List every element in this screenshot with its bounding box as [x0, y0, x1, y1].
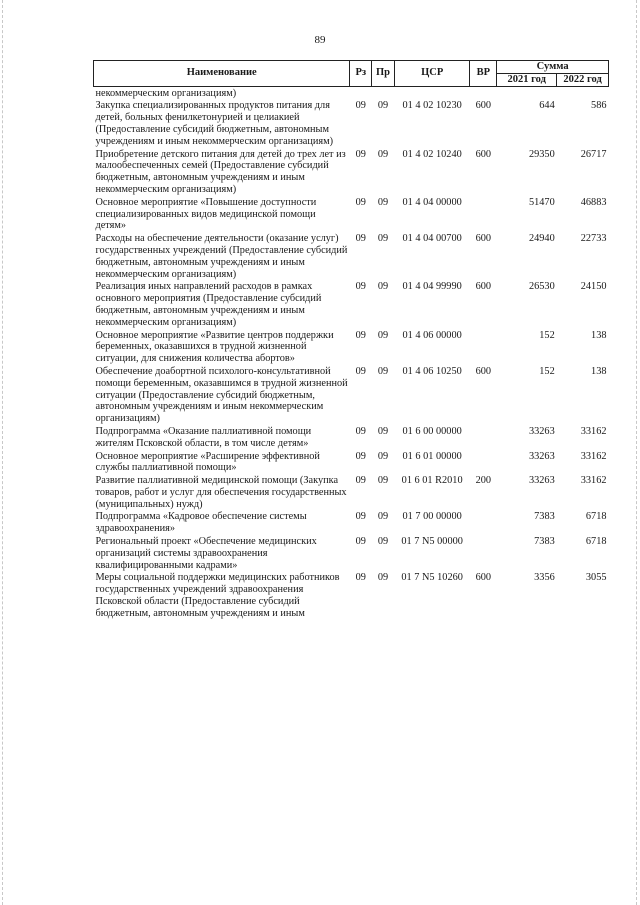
table-row: [94, 99, 609, 147]
row-vr-cell: [470, 425, 497, 450]
row-2021-cell: 26530: [528, 281, 555, 293]
row-name-cell: Региональный проект «Обеспечение медицинских организаций системы здравоохранения квалифицированными кадрами»: [95, 536, 317, 571]
row-csr-cell: 01 4 06 10250: [402, 365, 462, 377]
row-rz-cell: 09: [355, 329, 366, 341]
row-2021-cell: 33263: [528, 475, 555, 487]
row-rz-cell: 09: [355, 475, 366, 487]
row-2021-cell: 24940: [528, 233, 555, 245]
row-vr-cell: [470, 510, 497, 535]
row-2021-cell: 644: [539, 100, 555, 112]
row-rz-cell: [350, 86, 372, 99]
table-row: [94, 232, 609, 280]
row-2022-cell: 46883: [580, 196, 607, 208]
table-row: [94, 450, 609, 475]
table-row: [94, 510, 609, 535]
row-2021-cell: 152: [539, 329, 555, 341]
row-name-cell: Подпрограмма «Кадровое обеспечение системы здравоохранения»: [95, 511, 307, 535]
row-2022-cell: 6718: [585, 536, 607, 548]
table-row: [94, 86, 609, 99]
row-csr-cell: [394, 86, 469, 99]
row-rz-cell: 09: [355, 100, 366, 112]
row-pr-cell: 09: [377, 475, 389, 487]
header-pr: Пр: [372, 61, 395, 87]
header-2022: 2022 год: [557, 73, 609, 86]
row-name-cell: Меры социальной поддержки медицинских работников государственных учреждений здравоохранения Псковской области (Предоставление субсидий бюджетным, автономным учреждениям и иным: [95, 572, 340, 619]
table-body: [94, 86, 609, 620]
table-row: [94, 535, 609, 571]
row-vr-cell: 200: [475, 475, 492, 487]
table-row: [94, 148, 609, 196]
row-name-cell: Приобретение детского питания для детей до трех лет из малообеспеченных семей (Предоставление субсидий бюджетным, автономным учреждениям и иным некоммерческим организациям): [95, 148, 346, 195]
row-rz-cell: 09: [355, 425, 366, 437]
row-2021-cell: 3356: [534, 572, 555, 584]
row-rz-cell: 09: [355, 536, 366, 548]
row-2022-cell: 138: [591, 329, 607, 341]
row-pr-cell: 09: [377, 365, 389, 377]
row-2022-cell: 26717: [580, 148, 607, 160]
row-2022-cell: 33162: [580, 450, 607, 462]
row-pr-cell: 09: [377, 450, 389, 462]
table-row: [94, 365, 609, 425]
header-sum: Сумма: [497, 61, 609, 74]
table-row: [94, 571, 609, 619]
row-name-cell: Расходы на обеспечение деятельности (оказание услуг) государственных учреждений (Предоставление субсидий бюджетным, автономным учреждениям и иным некоммерческим организациям): [95, 233, 348, 280]
row-csr-cell: 01 6 01 00000: [402, 450, 462, 462]
row-pr-cell: 09: [377, 100, 389, 112]
row-pr-cell: 09: [377, 148, 389, 160]
row-2022-cell: 33162: [580, 475, 607, 487]
row-name-cell: Развитие паллиативной медицинской помощи (Закупка товаров, работ и услуг для обеспечения государственных (муниципальных) нужд): [95, 475, 347, 510]
row-pr-cell: 09: [377, 536, 389, 548]
row-name-cell: Закупка специализированных продуктов питания для детей, больных фенилкетонурией и целиакией (Предоставление субсидий бюджетным, автономным учреждениям и иным некоммерческим организациям): [95, 100, 334, 147]
row-name-cell: Основное мероприятие «Развитие центров поддержки беременных, оказавшихся в трудной жизненной ситуации, для снижения количества абортов»: [95, 329, 334, 365]
row-vr-cell: [470, 329, 497, 365]
row-csr-cell: 01 6 01 R2010: [401, 475, 463, 487]
row-pr-cell: 09: [377, 572, 389, 584]
row-2022-cell: 138: [591, 365, 607, 377]
row-2021-cell: 33263: [528, 450, 555, 462]
table-row: [94, 280, 609, 328]
header-csr: ЦСР: [394, 61, 469, 87]
row-2021-cell: 7383: [534, 511, 555, 523]
row-name-cell: Основное мероприятие «Повышение доступности специализированных видов медицинской помощи детям»: [95, 196, 317, 232]
row-2022-cell: 6718: [585, 511, 607, 523]
row-2022-cell: [557, 86, 609, 99]
row-vr-cell: 600: [475, 148, 492, 160]
row-rz-cell: 09: [355, 148, 366, 160]
row-vr-cell: 600: [475, 572, 492, 584]
header-rz: Рз: [350, 61, 372, 87]
row-csr-cell: 01 4 04 99990: [402, 281, 462, 293]
row-rz-cell: 09: [355, 511, 366, 523]
row-2021-cell: 152: [539, 365, 555, 377]
row-2022-cell: 24150: [580, 281, 607, 293]
row-pr-cell: 09: [377, 196, 389, 208]
row-2021-cell: 51470: [528, 196, 555, 208]
row-csr-cell: 01 4 02 10240: [402, 148, 462, 160]
row-vr-cell: [470, 450, 497, 475]
row-name-cell: Подпрограмма «Оказание паллиативной помощи жителям Псковской области, в том числе детям»: [95, 425, 312, 449]
table-row: [94, 196, 609, 232]
row-vr-cell: 600: [475, 100, 492, 112]
row-csr-cell: 01 4 04 00700: [402, 233, 462, 245]
row-2022-cell: 3055: [585, 572, 607, 584]
row-csr-cell: 01 4 06 00000: [402, 329, 462, 341]
header-name: Наименование: [94, 61, 350, 87]
row-name-cell: Реализация иных направлений расходов в рамках основного мероприятия (Предоставление субсидий бюджетным, автономным учреждениям и иным некоммерческим организациям): [95, 281, 322, 328]
row-name-cell: некоммерческим организациям): [95, 87, 237, 99]
table-row: [94, 474, 609, 510]
row-name-cell: Основное мероприятие «Расширение эффективной службы паллиативной помощи»: [95, 450, 320, 474]
row-rz-cell: 09: [355, 572, 366, 584]
row-csr-cell: 01 7 N5 10260: [401, 572, 463, 584]
row-name-cell: Обеспечение доабортной психолого-консультативной помощи беременным, оказавшимся в трудной жизненной ситуации (Предоставление субсидий бюджетным, автономным учреждениям и иным некоммерческим организациям): [95, 365, 348, 425]
row-vr-cell: 600: [475, 281, 492, 293]
row-pr-cell: 09: [377, 425, 389, 437]
row-pr-cell: 09: [377, 329, 389, 341]
table-row: [94, 425, 609, 450]
row-vr-cell: [470, 86, 497, 99]
row-rz-cell: 09: [355, 196, 366, 208]
row-vr-cell: [470, 535, 497, 571]
scan-edge-right: [636, 0, 638, 905]
table-row: [94, 329, 609, 365]
table-header: [94, 61, 609, 87]
page-number: 89: [314, 34, 326, 46]
row-pr-cell: [372, 86, 395, 99]
budget-table: [93, 60, 609, 620]
row-2021-cell: 7383: [534, 536, 555, 548]
header-2021: 2021 год: [497, 73, 557, 86]
row-2021-cell: 33263: [528, 425, 555, 437]
row-2021-cell: [497, 86, 557, 99]
row-2022-cell: 586: [591, 100, 607, 112]
row-rz-cell: 09: [355, 281, 366, 293]
row-csr-cell: 01 4 04 00000: [402, 196, 462, 208]
row-pr-cell: 09: [377, 511, 389, 523]
row-csr-cell: 01 6 00 00000: [402, 425, 462, 437]
row-2022-cell: 22733: [580, 233, 607, 245]
row-vr-cell: 600: [475, 365, 492, 377]
row-pr-cell: 09: [377, 281, 389, 293]
row-csr-cell: 01 7 00 00000: [402, 511, 462, 523]
row-vr-cell: 600: [475, 233, 492, 245]
row-vr-cell: [470, 196, 497, 232]
row-2021-cell: 29350: [528, 148, 555, 160]
row-2022-cell: 33162: [580, 425, 607, 437]
row-csr-cell: 01 7 N5 00000: [401, 536, 463, 548]
header-vr: ВР: [470, 61, 497, 87]
row-pr-cell: 09: [377, 233, 389, 245]
row-rz-cell: 09: [355, 450, 366, 462]
row-csr-cell: 01 4 02 10230: [402, 100, 462, 112]
scan-edge-left: [2, 0, 4, 905]
row-rz-cell: 09: [355, 233, 366, 245]
row-rz-cell: 09: [355, 365, 366, 377]
